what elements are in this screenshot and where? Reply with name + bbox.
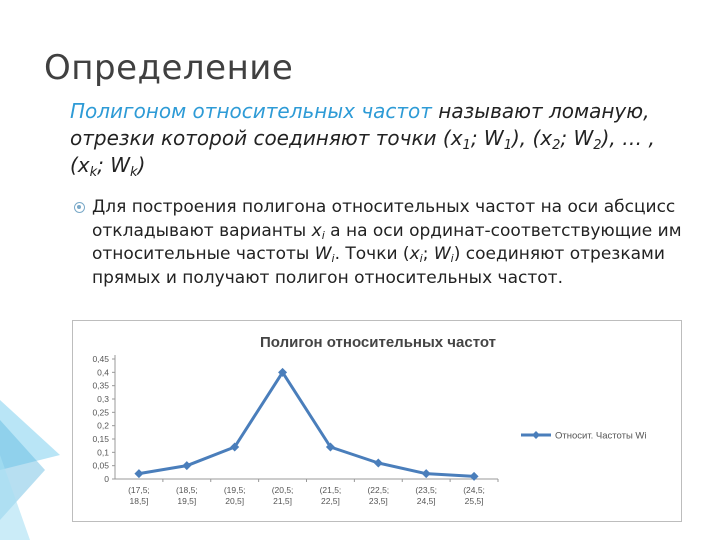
data-point	[422, 469, 431, 478]
definition-part: ; W	[560, 126, 594, 150]
x-tick-label: (22,5; 23,5]	[367, 485, 390, 506]
variable: W	[314, 244, 332, 264]
series-line	[139, 372, 474, 476]
subscript: i	[450, 252, 454, 265]
data-point	[182, 461, 191, 470]
x-tick-label: (23,5; 24,5]	[415, 485, 438, 506]
subscript: 1	[462, 138, 471, 153]
subscript: 2	[593, 138, 602, 153]
y-tick-label: 0,4	[97, 367, 109, 378]
y-tick-label: 0,2	[97, 420, 109, 431]
subscript: i	[419, 252, 423, 265]
definition-part: ; W	[470, 126, 504, 150]
x-tick-label: (24,5; 25,5]	[463, 485, 485, 506]
definition-part: ), (x	[511, 126, 553, 150]
variable: W	[433, 244, 451, 264]
legend-label: Относит. Частоты Wi	[555, 430, 647, 442]
y-tick-label: 0,35	[92, 380, 109, 391]
y-tick-label: 0,25	[92, 407, 109, 418]
subscript: i	[321, 228, 325, 242]
y-tick-label: 0,45	[92, 354, 109, 364]
subscript: 1	[503, 138, 512, 153]
data-point	[374, 459, 383, 468]
y-tick-label: 0,05	[92, 460, 109, 471]
subscript: k	[130, 165, 138, 180]
paragraph-part: . Точки (	[334, 244, 410, 264]
paragraph-part: а на оси ординат-соответствующие им относительные частоты	[92, 220, 682, 264]
subscript: i	[331, 252, 335, 265]
chart-title: Полигон относительных частот	[260, 334, 496, 351]
chart-container	[72, 320, 682, 522]
paragraph-part: Для построения полигона относительных частот на оси абсцисс откладывают варианты	[92, 197, 676, 241]
slide-title: Определение	[44, 48, 294, 88]
y-tick-label: 0,3	[97, 394, 109, 404]
data-point	[134, 469, 143, 478]
definition-part: ), … , (x	[70, 126, 655, 177]
subscript: k	[89, 165, 98, 180]
x-tick-label: (19,5; 20,5]	[223, 485, 246, 506]
y-tick-label: 0,15	[92, 434, 109, 444]
y-tick-label: 0	[104, 474, 109, 484]
definition-part: называют ломаную, отрезки которой соединяют точки (x	[70, 99, 650, 150]
variable: x	[409, 244, 420, 264]
x-tick-label: (18,5; 19,5]	[175, 485, 198, 506]
paragraph-part: ) соединяют отрезками прямых и получают полигон относительных частот.	[92, 244, 665, 288]
legend-marker	[532, 431, 540, 439]
variable: x	[311, 220, 322, 241]
definition-part: ; W	[97, 153, 131, 177]
definition-term: Полигоном относительных частот	[70, 99, 432, 123]
definition-part: )	[137, 153, 146, 177]
definition-text	[70, 98, 690, 179]
y-tick-label: 0,1	[97, 447, 109, 458]
x-tick-label: (21,5; 22,5]	[319, 485, 342, 506]
polygon-chart	[73, 321, 681, 521]
paragraph-part: ;	[422, 244, 434, 264]
x-tick-label: (17,5; 18,5]	[128, 485, 150, 506]
x-tick-label: (20,5; 21,5]	[271, 485, 294, 506]
bullet-icon	[74, 202, 85, 213]
bullet-paragraph	[92, 196, 692, 290]
subscript: 2	[552, 138, 561, 153]
